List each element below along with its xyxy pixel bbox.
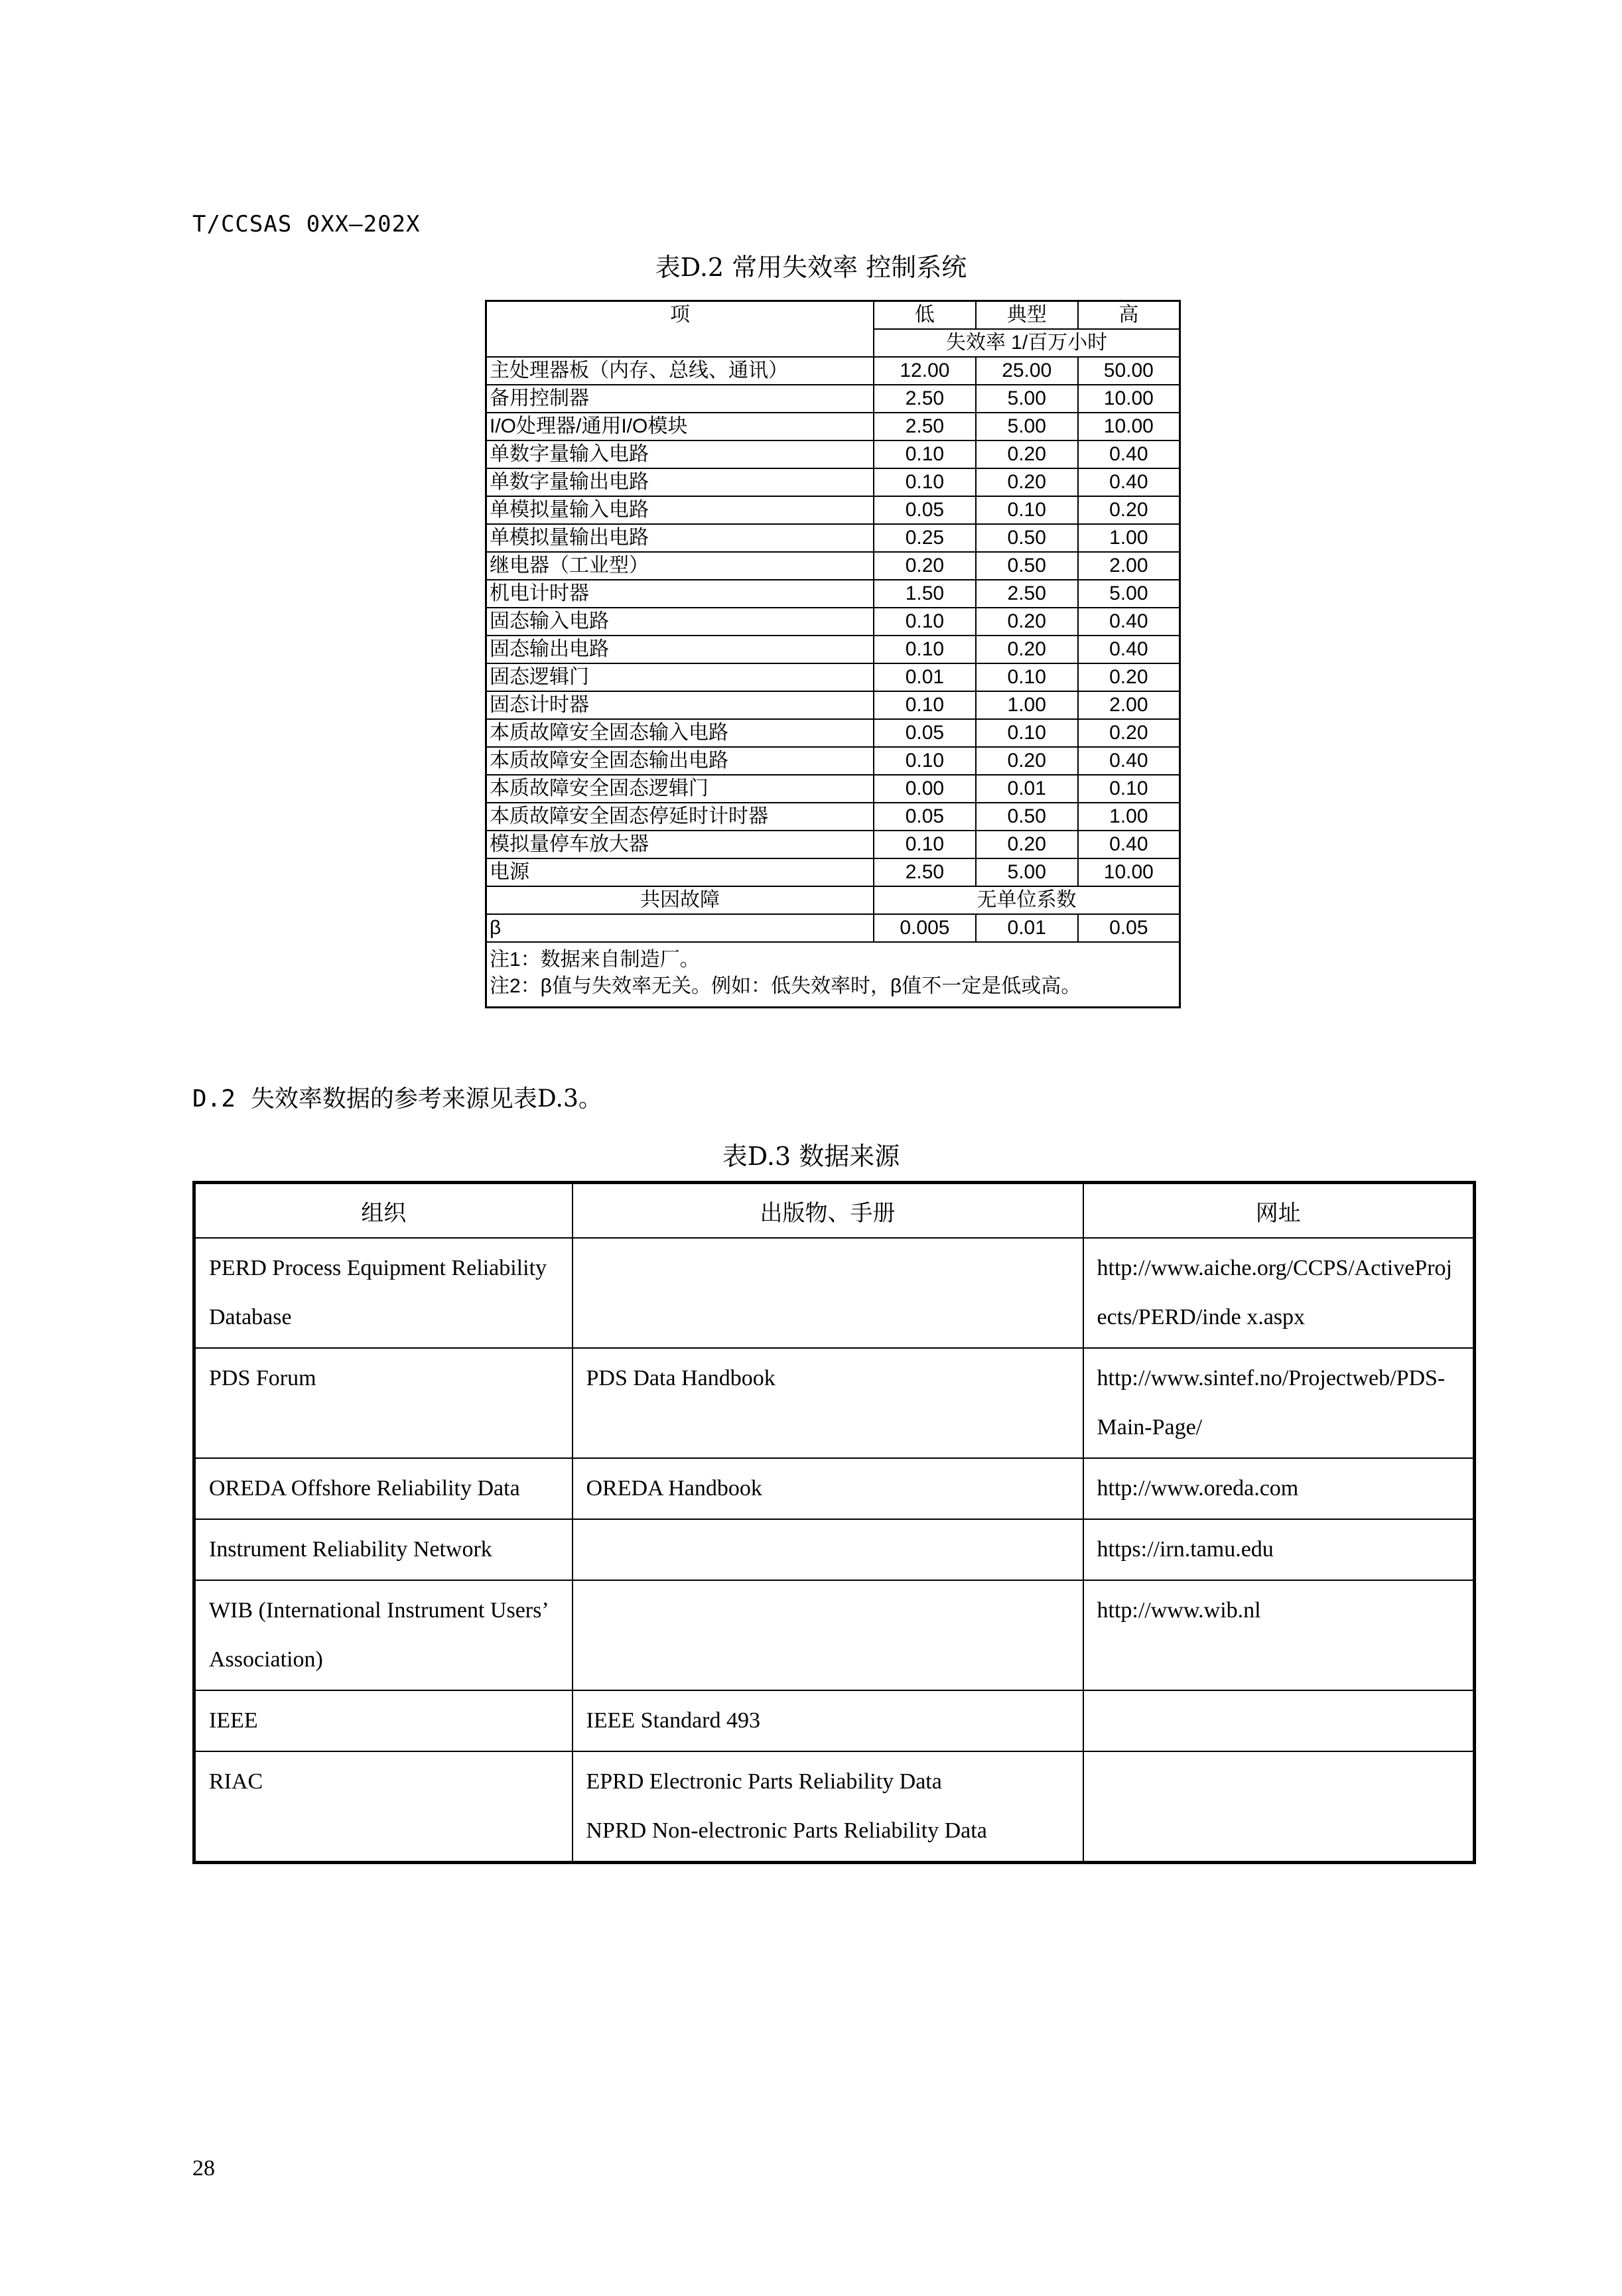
section-paragraph (192, 1080, 602, 1114)
row-low: 0.25 (874, 524, 976, 552)
row-item: 电源 (486, 858, 874, 886)
row-item: 本质故障安全固态输出电路 (486, 747, 874, 775)
beta-high: 0.05 (1078, 914, 1180, 942)
row-high: 0.40 (1078, 636, 1180, 663)
row-typical: 0.20 (976, 468, 1078, 496)
row-low: 0.10 (874, 691, 976, 719)
table-row (486, 468, 1180, 496)
note-1: 注1：数据来自制造厂。 (490, 949, 700, 971)
table-row (486, 385, 1180, 413)
row-item: 主处理器板（内存、总线、通讯） (486, 357, 874, 385)
source-url-link[interactable]: http://www.aiche.org/CCPS/ActiveProjects/PERD/inde x.aspx (1083, 1238, 1475, 1348)
table-row (486, 552, 1180, 580)
row-high: 5.00 (1078, 580, 1180, 608)
row-low: 0.01 (874, 663, 976, 691)
row-low: 0.05 (874, 719, 976, 747)
source-publication (573, 1580, 1083, 1690)
table-d3-header-row (194, 1183, 1475, 1239)
row-typical: 0.20 (976, 747, 1078, 775)
source-publication: IEEE Standard 493 (573, 1690, 1083, 1751)
table-d2-header-row (486, 301, 1180, 330)
row-high: 0.10 (1078, 775, 1180, 803)
source-publication: PDS Data Handbook (573, 1348, 1083, 1458)
row-typical: 0.10 (976, 496, 1078, 524)
table-row (486, 691, 1180, 719)
row-low: 2.50 (874, 858, 976, 886)
row-high: 10.00 (1078, 413, 1180, 440)
row-item: 单数字量输出电路 (486, 468, 874, 496)
row-item: 单模拟量输入电路 (486, 496, 874, 524)
row-typical: 5.00 (976, 858, 1078, 886)
table-row (486, 580, 1180, 608)
row-item: 机电计时器 (486, 580, 874, 608)
beta-row (486, 914, 1180, 942)
row-typical: 0.50 (976, 552, 1078, 580)
ccf-row (486, 886, 1180, 914)
row-item: I/O处理器/通用I/O模块 (486, 413, 874, 440)
row-item: 单数字量输入电路 (486, 440, 874, 468)
source-publication (573, 1751, 1083, 1863)
row-low: 0.10 (874, 440, 976, 468)
notes-row (486, 942, 1180, 1008)
col-header-item: 项 (486, 301, 874, 358)
row-low: 0.10 (874, 831, 976, 858)
row-low: 2.50 (874, 413, 976, 440)
row-low: 0.00 (874, 775, 976, 803)
row-high: 0.40 (1078, 440, 1180, 468)
table-d2 (485, 300, 1181, 1008)
row-item: 本质故障安全固态输入电路 (486, 719, 874, 747)
table-row (486, 831, 1180, 858)
row-high: 0.40 (1078, 747, 1180, 775)
row-item: 固态输入电路 (486, 608, 874, 636)
row-item: 单模拟量输出电路 (486, 524, 874, 552)
row-item: 固态逻辑门 (486, 663, 874, 691)
table-row (486, 636, 1180, 663)
notes-cell (486, 942, 1180, 1008)
row-typical: 5.00 (976, 385, 1078, 413)
source-publication (573, 1519, 1083, 1580)
table-row (486, 524, 1180, 552)
source-publication (573, 1238, 1083, 1348)
table-row (486, 775, 1180, 803)
source-url-link[interactable]: http://www.wib.nl (1083, 1580, 1475, 1690)
row-high: 1.00 (1078, 524, 1180, 552)
row-typical: 5.00 (976, 413, 1078, 440)
table-d3-body (194, 1238, 1475, 1863)
table-row (486, 858, 1180, 886)
col-header-low: 低 (874, 301, 976, 330)
source-org: WIB (International Instrument Users’ Association) (194, 1580, 573, 1690)
source-org: RIAC (194, 1751, 573, 1863)
row-high: 0.40 (1078, 608, 1180, 636)
row-low: 0.10 (874, 468, 976, 496)
table-row (486, 413, 1180, 440)
ccf-label: 共因故障 (486, 886, 874, 914)
col-header-pub: 出版物、手册 (573, 1183, 1083, 1239)
table-d2-caption: 表D.2 常用失效率 控制系统 (655, 253, 967, 282)
col-header-high: 高 (1078, 301, 1180, 330)
document-id: T/CCSAS 0XX—202X (192, 211, 421, 237)
table-d2-body (486, 357, 1180, 886)
beta-item: β (486, 914, 874, 942)
row-low: 0.10 (874, 747, 976, 775)
row-typical: 0.20 (976, 608, 1078, 636)
source-org: Instrument Reliability Network (194, 1519, 573, 1580)
row-high: 10.00 (1078, 858, 1180, 886)
table-row (486, 803, 1180, 831)
section-number: D.2 (192, 1085, 236, 1113)
row-typical: 0.20 (976, 636, 1078, 663)
row-item: 继电器（工业型） (486, 552, 874, 580)
row-typical: 0.20 (976, 440, 1078, 468)
row-high: 10.00 (1078, 385, 1180, 413)
row-typical: 25.00 (976, 357, 1078, 385)
row-high: 0.20 (1078, 719, 1180, 747)
page-number: 28 (192, 2156, 215, 2181)
row-high: 0.20 (1078, 496, 1180, 524)
row-high: 2.00 (1078, 552, 1180, 580)
row-low: 0.05 (874, 803, 976, 831)
publication-line: EPRD Electronic Parts Reliability Data (586, 1769, 942, 1794)
table-row (194, 1580, 1475, 1690)
table-row (486, 440, 1180, 468)
col-header-url: 网址 (1083, 1183, 1475, 1239)
table-row (194, 1458, 1475, 1519)
ccf-unit: 无单位系数 (874, 886, 1180, 914)
table-row (194, 1348, 1475, 1458)
row-high: 0.40 (1078, 831, 1180, 858)
source-org: OREDA Offshore Reliability Data (194, 1458, 573, 1519)
table-row (486, 496, 1180, 524)
row-item: 本质故障安全固态逻辑门 (486, 775, 874, 803)
row-high: 0.20 (1078, 663, 1180, 691)
table-row (194, 1238, 1475, 1348)
source-org: PDS Forum (194, 1348, 573, 1458)
table-row (194, 1690, 1475, 1751)
table-row (486, 747, 1180, 775)
source-url-link[interactable] (1083, 1690, 1475, 1751)
table-row (486, 608, 1180, 636)
table-d3-caption: 表D.3 数据来源 (722, 1142, 900, 1171)
table-row (486, 663, 1180, 691)
row-low: 1.50 (874, 580, 976, 608)
source-url-link[interactable]: http://www.sintef.no/Projectweb/PDS-Main-Page/ (1083, 1348, 1475, 1458)
source-url-link[interactable]: http://www.oreda.com (1083, 1458, 1475, 1519)
source-url-link[interactable] (1083, 1751, 1475, 1863)
row-item: 备用控制器 (486, 385, 874, 413)
source-publication: OREDA Handbook (573, 1458, 1083, 1519)
source-url-link[interactable]: https://irn.tamu.edu (1083, 1519, 1475, 1580)
row-low: 0.20 (874, 552, 976, 580)
row-low: 0.10 (874, 608, 976, 636)
row-high: 2.00 (1078, 691, 1180, 719)
row-item: 固态计时器 (486, 691, 874, 719)
table-row (486, 357, 1180, 385)
unit-label: 失效率 1/百万小时 (874, 329, 1180, 357)
table-d3 (192, 1181, 1476, 1864)
col-header-org: 组织 (194, 1183, 573, 1239)
col-header-typical: 典型 (976, 301, 1078, 330)
row-typical: 0.20 (976, 831, 1078, 858)
source-org: PERD Process Equipment Reliability Database (194, 1238, 573, 1348)
row-item: 本质故障安全固态停延时计时器 (486, 803, 874, 831)
row-high: 1.00 (1078, 803, 1180, 831)
row-typical: 0.10 (976, 719, 1078, 747)
row-high: 0.40 (1078, 468, 1180, 496)
row-low: 0.05 (874, 496, 976, 524)
section-text: 失效率数据的参考来源见表D.3。 (250, 1085, 602, 1113)
note-2: 注2：β值与失效率无关。例如：低失效率时，β值不一定是低或高。 (490, 975, 1081, 997)
publication-line: NPRD Non-electronic Parts Reliability Data (586, 1818, 987, 1843)
row-typical: 1.00 (976, 691, 1078, 719)
row-typical: 0.10 (976, 663, 1078, 691)
row-typical: 2.50 (976, 580, 1078, 608)
row-typical: 0.01 (976, 775, 1078, 803)
source-org: IEEE (194, 1690, 573, 1751)
row-low: 12.00 (874, 357, 976, 385)
row-typical: 0.50 (976, 803, 1078, 831)
row-typical: 0.50 (976, 524, 1078, 552)
table-row (194, 1519, 1475, 1580)
row-item: 模拟量停车放大器 (486, 831, 874, 858)
table-row (486, 719, 1180, 747)
row-item: 固态输出电路 (486, 636, 874, 663)
row-low: 0.10 (874, 636, 976, 663)
row-high: 50.00 (1078, 357, 1180, 385)
table-row (194, 1751, 1475, 1863)
beta-low: 0.005 (874, 914, 976, 942)
beta-typical: 0.01 (976, 914, 1078, 942)
row-low: 2.50 (874, 385, 976, 413)
